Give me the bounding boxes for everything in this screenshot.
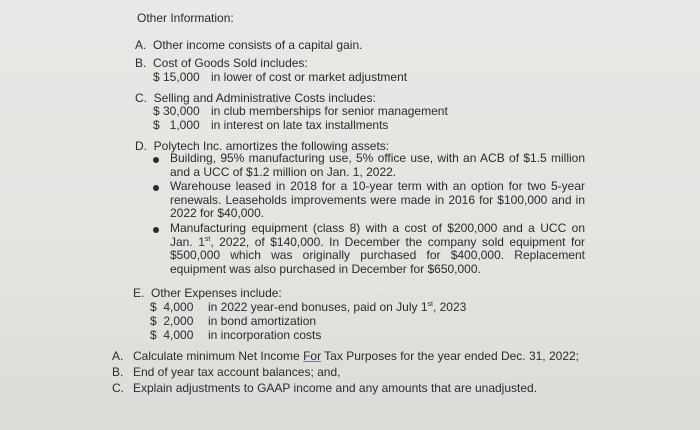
bullet-icon [153, 185, 159, 191]
cost-line [153, 118, 388, 132]
text-part: Tax Purposes for the year ended Dec. 31, 2022; [321, 349, 580, 363]
amount: $ 1,000 [153, 118, 200, 132]
info-item-e [133, 286, 282, 300]
amount: $ 2,000 [150, 314, 194, 328]
question-b [112, 365, 340, 379]
item-letter: E. [133, 286, 145, 300]
item-letter: B. [135, 56, 147, 70]
amount: $ 30,000 [153, 104, 200, 118]
description: , 2023 [432, 300, 467, 314]
description: in incorporation costs [208, 328, 322, 342]
item-letter: D. [135, 139, 147, 153]
description: in lower of cost or market adjustment [211, 70, 408, 84]
item-text: Selling and Administrative Costs includes: [153, 91, 376, 105]
asset-bullet-building: Building, 95% manufacturing use, 5% office use, with an ACB of $1.5 million and a UCC of $1.2 million on Jan. 1, 2022. [170, 151, 585, 179]
amount: $ 4,000 [150, 328, 194, 342]
question-a [112, 349, 579, 363]
text-part: Manufacturing equipment (class 8) with a cost of $200,000 and a UCC on Jan. 1 [170, 221, 585, 249]
amount: $ 15,000 [153, 70, 200, 84]
item-text: Other income consists of a capital gain. [153, 38, 363, 52]
bullet-icon [153, 157, 159, 163]
underlined-word: For [303, 349, 322, 363]
question-letter: C. [112, 381, 124, 395]
item-letter: A. [135, 38, 147, 52]
text-part: , 2022, of $140,000. In December the company sold equipment for $500,000 which was originally purchased for $400,000. Replacement equipment was also purchased in December for $650,000. [170, 234, 585, 277]
cost-line [150, 300, 466, 314]
question-c [112, 381, 537, 395]
cost-line [150, 328, 321, 342]
asset-bullet-equipment [170, 222, 585, 277]
description: in interest on late tax installments [211, 118, 389, 132]
info-item-b [135, 56, 308, 70]
question-text: Explain adjustments to GAAP income and any amounts that are unadjusted. [133, 381, 538, 395]
info-item-a [135, 38, 362, 52]
item-text: Cost of Goods Sold includes: [153, 56, 308, 70]
description: in club memberships for senior management [211, 104, 448, 118]
cost-line [153, 70, 407, 84]
item-text: Other Expenses include: [151, 286, 282, 300]
amount: $ 4,000 [150, 300, 194, 314]
section-heading: Other Information: [137, 11, 234, 25]
item-letter: C. [135, 91, 147, 105]
info-item-c [135, 91, 376, 105]
text-part: Calculate minimum Net Income [133, 349, 304, 363]
superscript: st [204, 235, 211, 243]
item-text: Polytech Inc. amortizes the following assets: [153, 139, 390, 153]
superscript: st [427, 301, 433, 308]
cost-line [153, 104, 448, 118]
asset-bullet-warehouse: Warehouse leased in 2018 for a 10-year term with an option for two 5-year renewals. Leaseholds improvements were made in 2016 for $100,000 and in 2022 for $40,000. [170, 179, 585, 221]
description: in 2022 year-end bonuses, paid on July 1 [208, 300, 428, 314]
question-text: End of year tax account balances; and, [133, 365, 341, 379]
question-letter: A. [112, 349, 124, 363]
description: in bond amortization [208, 314, 317, 328]
question-letter: B. [112, 365, 124, 379]
bullet-icon [153, 227, 159, 233]
cost-line [150, 314, 316, 328]
